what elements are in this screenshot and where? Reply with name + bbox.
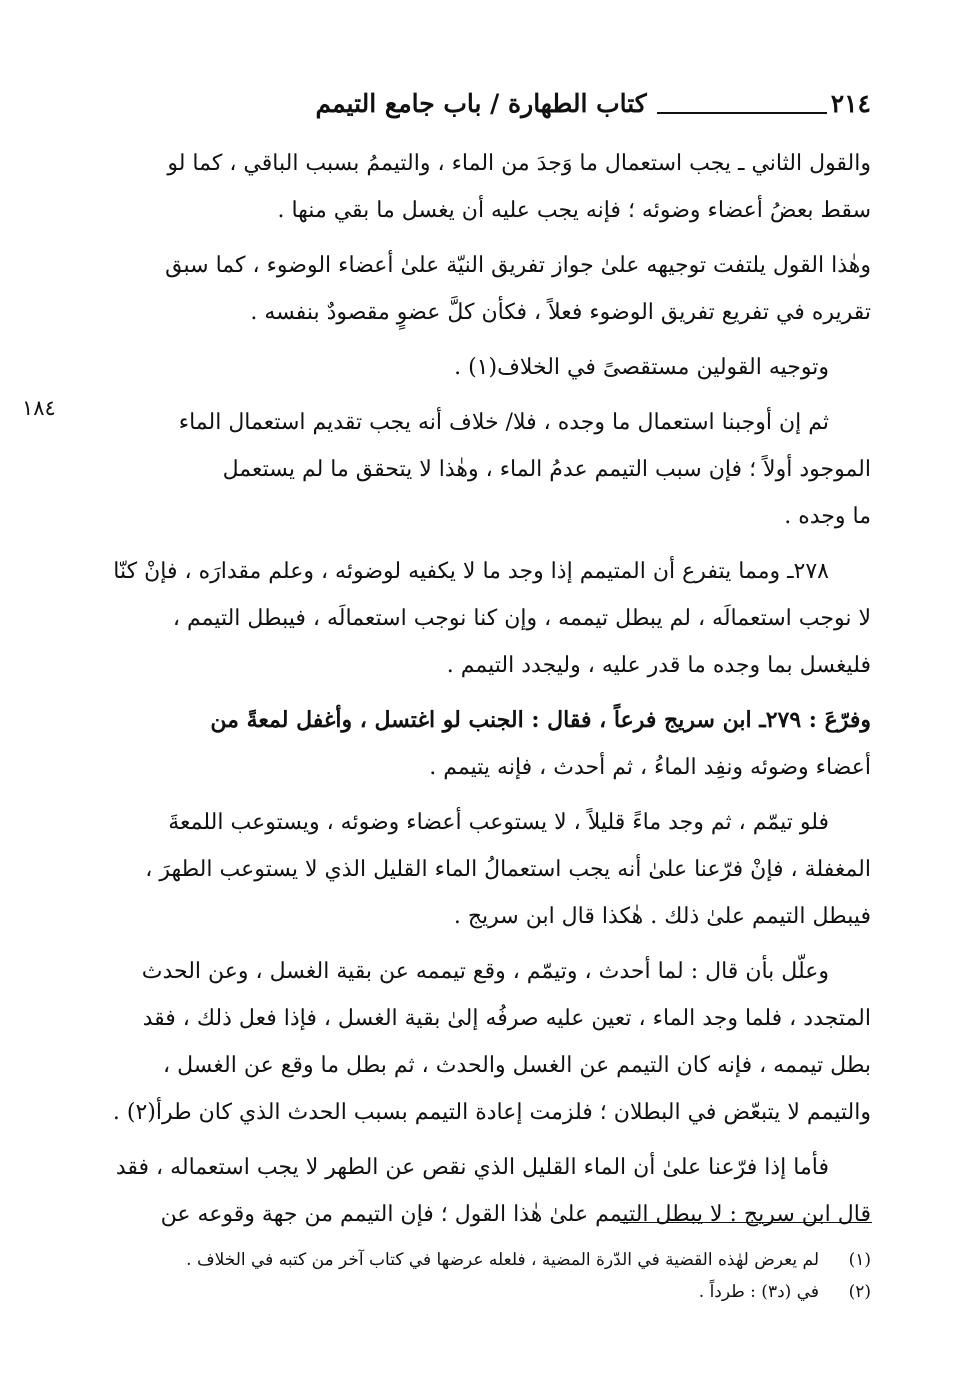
text-line: ما وجده . — [784, 504, 871, 529]
footnote-text: في (د٣) : طرداً . — [698, 1282, 819, 1302]
text-line: بطل تيممه ، فإنه كان التيمم عن الغسل والحدث ، ثم بطل ما وقع عن الغسل ، — [163, 1053, 871, 1078]
text-line: سقط بعضُ أعضاء وضوئه ؛ فإنه يجب عليه أن يغسل ما بقي منها . — [277, 198, 871, 223]
text-line: وفرّعَ : ٢٧٩ـ ابن سريج فرعاً ، فقال : الجنب لو اغتسل ، وأغفل لمعةً من — [210, 707, 871, 733]
text-line: والتيمم لا يتبعّض في البطلان ؛ فلزمت إعادة التيمم بسبب الحدث الذي كان طرأ(٢) . — [112, 1100, 871, 1125]
paragraph-2 — [96, 242, 871, 336]
text-line: والقول الثاني ـ يجب استعمال ما وَجدَ من الماء ، والتيممُ بسبب الباقي ، كما لو — [167, 151, 871, 176]
footnote-number: (١) — [848, 1250, 871, 1270]
paragraph-4 — [96, 399, 871, 540]
text-line: قال ابن سريج : لا يبطل التيمم علىٰ هٰذا القول ؛ فإن التيمم من جهة وقوعه عن — [160, 1202, 871, 1227]
text-line: أعضاء وضوئه ونفِد الماءُ ، ثم أحدث ، فإنه يتيمم . — [429, 755, 871, 780]
text-line: ٢٧٨ـ ومما يتفرع أن المتيمم إذا وجد ما لا يكفيه لوضوئه ، وعلم مقدارَه ، فإنْ كنّا — [113, 559, 829, 584]
paragraph-6 — [96, 697, 871, 791]
text-line: فأما إذا فرّعنا علىٰ أن الماء القليل الذي نقص عن الطهر لا يجب استعماله ، فقد — [115, 1155, 829, 1180]
text-line: لا نوجب استعمالَه ، لم يبطل تيممه ، وإن كنا نوجب استعمالَه ، فيبطل التيمم ، — [172, 606, 871, 631]
main-text — [96, 140, 871, 1246]
text-line: وعلّل بأن قال : لما أحدث ، وتيمّم ، وقع تيممه عن بقية الغسل ، وعن الحدث — [141, 959, 829, 984]
paragraph-1 — [96, 140, 871, 234]
footnote-separator — [620, 1222, 872, 1223]
paragraph-7 — [96, 799, 871, 940]
paragraph-5 — [96, 548, 871, 689]
footnote-text: لم يعرض لهٰذه القضية في الدّرة المضية ، فلعله عرضها في كتاب آخر من كتبه في الخلاف . — [186, 1250, 819, 1270]
footnote-2 — [96, 1276, 871, 1308]
text-line: فليغسل بما وجده ما قدر عليه ، وليجدد التيمم . — [446, 653, 871, 678]
header-rule — [657, 112, 827, 114]
footnote-number: (٢) — [848, 1282, 871, 1302]
text-line: وتوجيه القولين مستقصىً في الخلاف(١) . — [454, 355, 829, 380]
text-line: المغفلة ، فإنْ فرّعنا علىٰ أنه يجب استعمالُ الماء القليل الذي لا يستوعب الطهرَ ، — [145, 857, 871, 882]
text-line: تقريره في تفريع تفريق الوضوء فعلاً ، فكأن كلَّ عضوٍ مقصودٌ بنفسه . — [250, 300, 871, 325]
page-header — [96, 84, 871, 124]
paragraph-8 — [96, 948, 871, 1136]
manuscript-folio-number: ١٨٤ — [22, 396, 56, 420]
text-line: فلو تيمّم ، ثم وجد ماءً قليلاً ، لا يستوعب أعضاء وضوئه ، ويستوعب اللمعةَ — [168, 810, 829, 835]
paragraph-3 — [96, 344, 871, 391]
page-number: ٢١٤ — [830, 89, 871, 118]
text-line: المتجدد ، فلما وجد الماء ، تعين عليه صرفُه إلىٰ بقية الغسل ، فإذا فعل ذلك ، فقد — [142, 1006, 871, 1031]
footnotes — [96, 1244, 871, 1308]
text-line: ثم إن أوجبنا استعمال ما وجده ، فلا/ خلاف أنه يجب تقديم استعمال الماء — [178, 410, 829, 435]
text-line: الموجود أولاً ؛ فإن سبب التيمم عدمُ الماء ، وهٰذا لا يتحقق ما لم يستعمل — [222, 457, 871, 482]
footnote-1 — [96, 1244, 871, 1276]
paragraph-9 — [96, 1144, 871, 1238]
text-line: وهٰذا القول يلتفت توجيهه علىٰ جواز تفريق النيّة علىٰ أعضاء الوضوء ، كما سبق — [165, 253, 871, 278]
text-line: فيبطل التيمم علىٰ ذلك . هٰكذا قال ابن سريج . — [453, 904, 871, 929]
running-title: كتاب الطهارة / باب جامع التيمم — [315, 89, 647, 118]
